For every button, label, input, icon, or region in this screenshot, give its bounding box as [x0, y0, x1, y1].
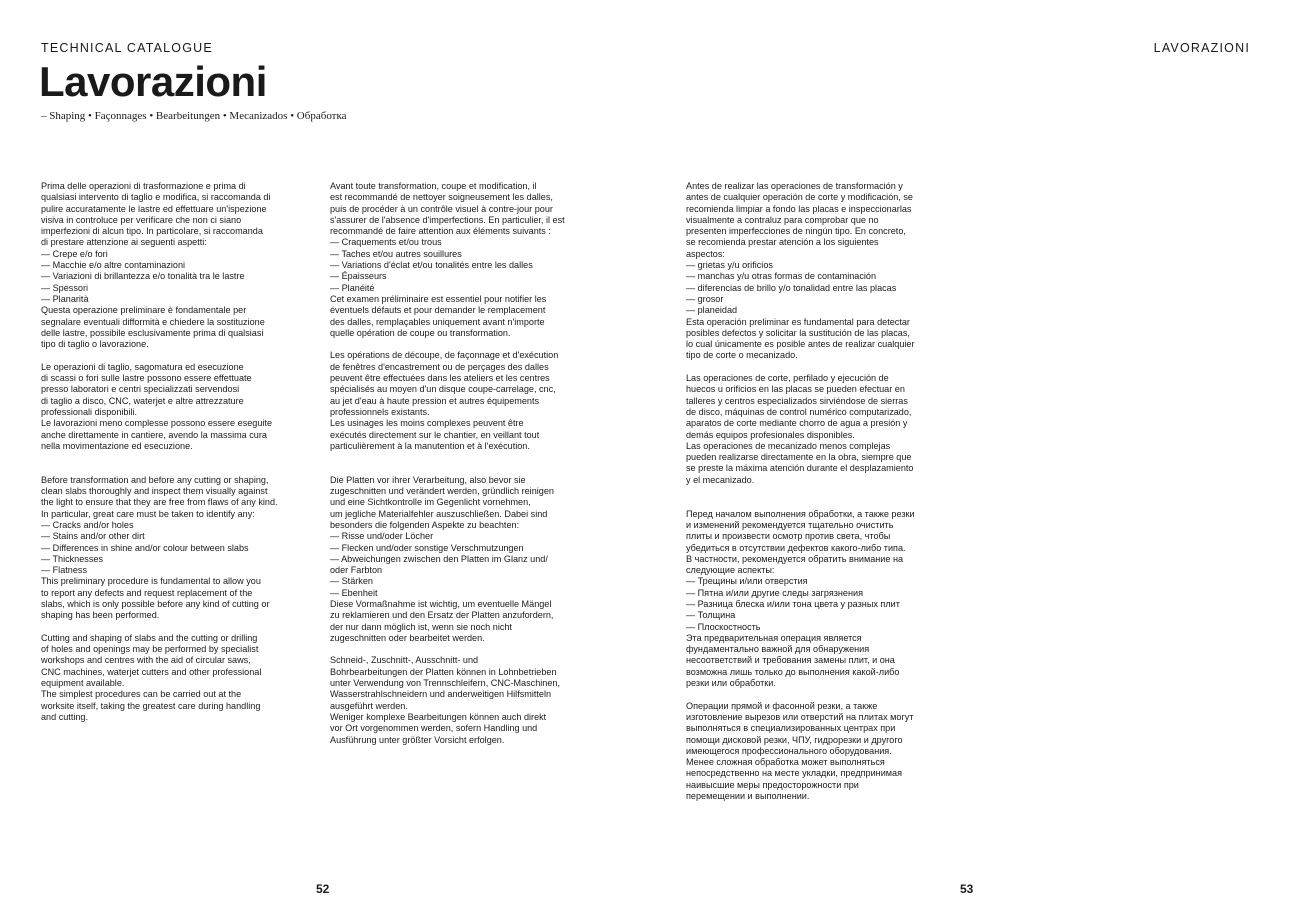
text-line: puis de procéder à un contrôle visuel à contre-jour pour: [330, 203, 553, 214]
text-line: Менее сложная обработка может выполняться: [686, 757, 885, 768]
text-line: — Толщина: [686, 610, 736, 621]
text-line: Diese Vormaßnahme ist wichtig, um eventuelle Mängel: [330, 598, 552, 609]
text-line: professionnels existants.: [330, 406, 430, 417]
paragraph: [330, 350, 570, 452]
text-line: и изменений рекомендуется тщательно очистить: [686, 519, 894, 530]
text-line: CNC machines, waterjet cutters and other professional: [41, 666, 262, 677]
text-line: — Пятна и/или другие следы загрязнения: [686, 587, 864, 598]
text-line: Les opérations de découpe, de façonnage et d'exécution: [330, 350, 559, 361]
text-line: — grosor: [686, 293, 724, 304]
paragraph: [41, 362, 281, 452]
text-line: Weniger komplexe Bearbeitungen können auch direkt: [330, 711, 547, 722]
text-line: de fenêtres d'encastrement ou de perçages des dalles: [330, 361, 549, 372]
text-line: наивысшие меры предосторожности при: [686, 779, 859, 790]
text-line: плиты и произвести осмотр против света, чтобы: [686, 531, 891, 542]
text-line: of holes and openings may be performed by specialist: [41, 644, 259, 655]
text-line: nella movimentazione ed esecuzione.: [41, 440, 193, 451]
text-line: Перед началом выполнения обработки, а также резки: [686, 508, 915, 519]
text-line: particulièrement à la manutention et à l'exécution.: [330, 440, 530, 451]
text-line: the light to ensure that they are free from flaws of any kind.: [41, 497, 278, 508]
text-line: выполняться в специализированных центрах при: [686, 723, 896, 734]
text-line: aspectos:: [686, 248, 725, 259]
text-line: — Разница блеска и/или тона цвета у разных плит: [686, 598, 900, 609]
text-line: segnalare eventuali difformità e chiedere la sostituzione: [41, 316, 265, 327]
text-line: posibles defectos y solicitar la sustitución de las placas,: [686, 327, 910, 338]
text-line: di scassi o fori sulle lastre possono essere effettuate: [41, 373, 252, 384]
text-line: delle lastre, possibile esclusivamente prima di qualsiasi: [41, 327, 264, 338]
page-number-right: 53: [960, 882, 974, 896]
page-number-left: 52: [316, 882, 330, 896]
text-line: Cet examen préliminaire est essentiel pour notifier les: [330, 293, 547, 304]
text-line: Antes de realizar las operaciones de transformación y: [686, 181, 903, 191]
text-line: изготовление вырезов или отверстий на плитах могут: [686, 711, 914, 722]
text-line: Le operazioni di taglio, sagomatura ed esecuzione: [41, 361, 244, 372]
text-line: — Planéité: [330, 282, 375, 293]
text-line: antes de cualquier operación de corte y modificación, se: [686, 192, 913, 203]
text-line: — Risse und/oder Löcher: [330, 531, 434, 542]
text-column-middle: [330, 181, 570, 746]
text-line: следующие аспекты:: [686, 565, 775, 576]
text-line: and cutting.: [41, 711, 89, 722]
text-line: zugeschnitten oder bearbeitet werden.: [330, 632, 485, 643]
text-line: aparatos de corte mediante chorro de agua a presión y: [686, 418, 908, 429]
text-line: um jegliche Materialfehler auszuschließen. Dabei sind: [330, 508, 548, 519]
text-line: — Flecken und/oder sonstige Verschmutzungen: [330, 542, 524, 553]
text-line: unter Verwendung von Trennschleifern, CNC-Maschinen,: [330, 678, 560, 689]
text-line: — Variations d'éclat et/ou tonalités entre les dalles: [330, 260, 533, 271]
paragraph: [330, 181, 570, 339]
text-line: — Ebenheit: [330, 587, 378, 598]
text-line: — Taches et/ou autres souillures: [330, 248, 462, 259]
text-line: Las operaciones de corte, perfilado y ejecución de: [686, 373, 889, 384]
text-line: lo cual únicamente es posible antes de realizar cualquier: [686, 339, 915, 350]
text-line: ausgeführt werden.: [330, 700, 408, 711]
text-line: slabs, which is only possible before any kind of cutting or: [41, 598, 270, 609]
text-line: Esta operación preliminar es fundamental para detectar: [686, 316, 910, 327]
text-line: presenten imperfecciones de ningún tipo. En concreto,: [686, 226, 906, 237]
text-line: In particular, great care must be taken to identify any:: [41, 508, 255, 519]
text-line: Les usinages les moins complexes peuvent être: [330, 418, 524, 429]
text-line: éventuels défauts et pour demander le remplacement: [330, 305, 546, 316]
text-line: se recomienda prestar atención a los siguientes: [686, 237, 879, 248]
text-line: — Planarità: [41, 293, 89, 304]
text-line: s'assurer de l'absence d'imperfections. En particulier, il est: [330, 214, 565, 225]
text-line: exécutés directement sur le chantier, en veillant tout: [330, 429, 540, 440]
page-title: Lavorazioni: [39, 58, 267, 105]
text-line: — grietas y/u orificios: [686, 260, 773, 271]
text-line: This preliminary procedure is fundamental to allow you: [41, 576, 261, 587]
text-line: — Épaisseurs: [330, 271, 387, 282]
paragraph: [41, 633, 281, 723]
text-line: huecos u orificios en las placas se pueden efectuar en: [686, 384, 905, 395]
text-line: est recommandé de nettoyer soigneusement les dalles,: [330, 192, 553, 203]
text-line: worksite itself, taking the greatest care during handling: [41, 700, 261, 711]
text-line: — Stärken: [330, 576, 373, 587]
text-line: to report any defects and request replacement of the: [41, 587, 253, 598]
text-line: Avant toute transformation, coupe et modification, il: [330, 181, 537, 191]
text-line: имеющегося профессионального оборудования.: [686, 745, 892, 756]
text-line: — Macchie e/o altre contaminazioni: [41, 260, 186, 271]
text-line: se preste la máxima atención durante el desplazamiento: [686, 463, 914, 474]
text-line: qualsiasi intervento di taglio e modifica, si raccomanda di: [41, 192, 271, 203]
catalogue-label: TECHNICAL CATALOGUE: [41, 41, 213, 55]
text-line: резки или обработки.: [686, 678, 776, 689]
text-line: shaping has been performed.: [41, 610, 160, 621]
text-line: de disco, máquinas de control numérico computarizado,: [686, 406, 912, 417]
text-line: imperfezioni di alcun tipo. In particolare, si raccomanda: [41, 226, 263, 237]
text-line: Before transformation and before any cutting or shaping,: [41, 474, 269, 485]
text-line: tipo de corte o mecanizado.: [686, 350, 798, 361]
text-line: recomienda limpiar a fondo las placas e inspeccionarlas: [686, 203, 912, 214]
text-line: besonders die folgenden Aspekte zu beachten:: [330, 519, 520, 530]
paragraph: [330, 655, 570, 745]
text-line: — Плоскостность: [686, 621, 761, 632]
text-line: — Crepe e/o fori: [41, 248, 108, 259]
paragraph: [330, 475, 570, 644]
text-line: помощи дисковой резки, ЧПУ, гидрорезки и другого: [686, 734, 903, 745]
text-line: visiva in controluce per verificare che non ci siano: [41, 214, 242, 225]
text-line: — manchas y/u otras formas de contaminación: [686, 271, 877, 282]
text-line: oder Farbton: [330, 565, 383, 576]
text-line: — diferencias de brillo y/o tonalidad entre las placas: [686, 282, 897, 293]
text-column-left: [41, 181, 281, 723]
text-line: — Stains and/or other dirt: [41, 531, 145, 542]
text-line: непосредственно на месте укладки, предпринимая: [686, 768, 903, 779]
text-line: Операции прямой и фасонной резки, а также: [686, 700, 878, 711]
text-column-right: [686, 181, 926, 802]
text-line: Эта предварительная операция является: [686, 632, 862, 643]
text-line: zu reklamieren und den Ersatz der Platten anzufordern,: [330, 610, 554, 621]
text-line: Prima delle operazioni di trasformazione e prima di: [41, 181, 246, 191]
section-label: LAVORAZIONI: [1153, 41, 1250, 55]
text-line: talleres y centros especializados sirviéndose de sierras: [686, 395, 908, 406]
text-line: au jet d'eau à haute pression et autres équipements: [330, 395, 540, 406]
text-line: des dalles, remplaçables uniquement avant n'importe: [330, 316, 545, 327]
text-line: professionali disponibili.: [41, 406, 138, 417]
text-line: clean slabs thoroughly and inspect them visually against: [41, 486, 268, 497]
text-line: фундаментально важной для обнаружения: [686, 644, 870, 655]
text-line: visualmente a contraluz para comprobar que no: [686, 214, 879, 225]
text-line: перемещении и выполнении.: [686, 791, 810, 802]
text-line: pulire accuratamente le lastre ed effettuare un'ispezione: [41, 203, 267, 214]
text-line: The simplest procedures can be carried out at the: [41, 689, 242, 700]
text-line: — Thicknesses: [41, 553, 103, 564]
text-line: und eine Sichtkontrolle im Gegenlicht vornehmen,: [330, 497, 531, 508]
text-line: tipo di taglio o lavorazione.: [41, 339, 149, 350]
text-line: — Cracks and/or holes: [41, 519, 134, 530]
text-line: — Variazioni di brillantezza e/o tonalità tra le lastre: [41, 271, 245, 282]
page-subtitle: – Shaping • Façonnages • Bearbeitungen • Mecanizados • Обработка: [41, 110, 347, 122]
text-line: возможна лишь только до выполнения какой-либо: [686, 666, 900, 677]
text-line: peuvent être effectuées dans les ateliers et les centres: [330, 373, 550, 384]
text-line: Cutting and shaping of slabs and the cutting or drilling: [41, 632, 258, 643]
text-line: убедиться в отсутствии дефектов какого-либо типа.: [686, 542, 906, 553]
text-line: y el mecanizado.: [686, 474, 755, 485]
paragraph: [41, 181, 281, 350]
text-line: Le lavorazioni meno complesse possono essere eseguite: [41, 418, 273, 429]
text-line: Wasserstrahlschneidern und anderweitigen Hilfsmitteln: [330, 689, 552, 700]
text-line: — Spessori: [41, 282, 89, 293]
paragraph: [686, 181, 926, 362]
paragraph: [686, 373, 926, 486]
text-line: demás equipos profesionales disponibles.: [686, 429, 855, 440]
text-line: anche direttamente in cantiere, avendo la massima cura: [41, 429, 267, 440]
text-line: Bohrbearbeitungen der Platten können in Lohnbetrieben: [330, 666, 557, 677]
text-line: recommandé de faire attention aux éléments suivants :: [330, 226, 551, 237]
text-line: zugeschnitten und verändert werden, gründlich reinigen: [330, 486, 554, 497]
text-line: Schneid-, Zuschnitt-, Ausschnitt- und: [330, 655, 479, 666]
text-line: pueden realizarse directamente en la obra, siempre que: [686, 452, 912, 463]
text-line: der nur dann möglich ist, wenn sie noch nicht: [330, 621, 512, 632]
text-line: spécialisés au moyen d'un disque coupe-carrelage, cnc,: [330, 384, 556, 395]
text-line: В частности, рекомендуется обратить внимание на: [686, 553, 904, 564]
text-line: Die Platten vor ihrer Verarbeitung, also bevor sie: [330, 474, 526, 485]
text-line: — Трещины и/или отверстия: [686, 576, 808, 587]
text-line: presso laboratori e centri specializzati servendosi: [41, 384, 240, 395]
text-line: workshops and centres with the aid of circular saws,: [41, 655, 251, 666]
paragraph: [686, 701, 926, 803]
text-line: di prestare attenzione ai seguenti aspetti:: [41, 237, 207, 248]
text-line: — Craquements et/ou trous: [330, 237, 442, 248]
text-line: Questa operazione preliminare è fondamentale per: [41, 305, 247, 316]
paragraph: [686, 509, 926, 690]
text-line: di taglio a disco, CNC, waterjet e altre attrezzature: [41, 395, 244, 406]
text-line: Las operaciones de mecanizado menos complejas: [686, 440, 891, 451]
text-line: — Flatness: [41, 565, 87, 576]
text-line: vor Ort vorgenommen werden, sofern Handling und: [330, 723, 538, 734]
text-line: equipment available.: [41, 678, 125, 689]
text-line: Ausführung unter größter Vorsicht erfolgen.: [330, 734, 505, 745]
text-line: несоответствий и требования замены плит, и она: [686, 655, 895, 666]
paragraph: [41, 475, 281, 622]
text-line: — Abweichungen zwischen den Platten im Glanz und/: [330, 553, 548, 564]
text-line: quelle opération de coupe ou transformation.: [330, 327, 511, 338]
text-line: — Differences in shine and/or colour between slabs: [41, 542, 249, 553]
text-line: — planeidad: [686, 305, 738, 316]
